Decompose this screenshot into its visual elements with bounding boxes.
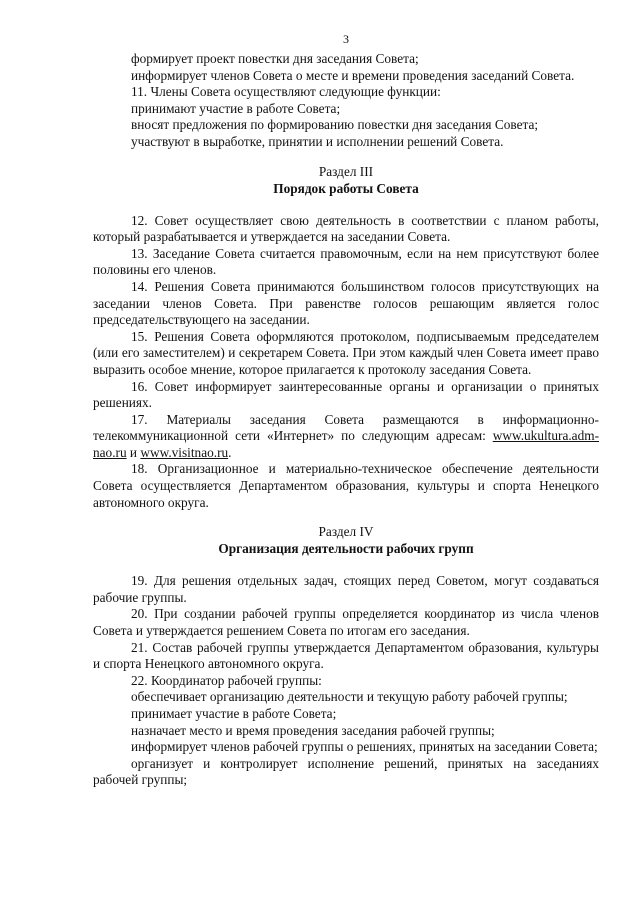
paragraph-19: 19. Для решения отдельных задач, стоящих перед Советом, могут создаваться рабочие группы. <box>93 573 599 605</box>
paragraph-20: 20. При создании рабочей группы определяется координатор из числа членов Совета и утверждается решением Совета по итогам его заседания. <box>93 606 599 639</box>
list-item: организует и контролирует исполнение решений, принятых на заседаниях рабочей группы; <box>93 755 599 788</box>
paragraph-14: 14. Решения Совета принимаются большинством голосов присутствующих на заседании членов Совета. При равенстве голосов решающим является голос председательствующего на заседании. <box>93 278 599 328</box>
paragraph-16: 16. Совет информирует заинтересованные органы и организации о принятых решениях. <box>93 378 599 411</box>
section-3-body <box>93 213 599 512</box>
list-item: информирует членов рабочей группы о решениях, принятых на заседании Совета; <box>131 739 598 755</box>
paragraph-21: 21. Состав рабочей группы утверждается Департаментом образования, культуры и спорта Ненецкого автономного округа. <box>93 639 599 672</box>
paragraph: формирует проект повестки дня заседания Совета; <box>131 51 419 66</box>
list-item: принимает участие в работе Совета; <box>131 706 337 721</box>
paragraph: вносят предложения по формированию повестки дня заседания Совета; <box>131 117 539 133</box>
section-4-body <box>93 573 599 789</box>
section-3-title: Порядок работы Совета <box>273 180 419 196</box>
paragraph: принимают участие в работе Совета; <box>131 100 341 116</box>
ukultura-link[interactable]: www.ukultura.adm-nao.ru <box>93 428 599 460</box>
page-number: 3 <box>343 32 349 46</box>
paragraph-12: 12. Совет осуществляет свою деятельность в соответствии с планом работы, который разрабатывается и утверждается на заседании Совета. <box>93 212 599 245</box>
paragraph-17 <box>93 412 599 462</box>
intro-block <box>93 51 599 151</box>
paragraph: 11. Члены Совета осуществляют следующие функции: <box>131 84 441 100</box>
section-4-label: Раздел IV <box>318 524 374 540</box>
section-4-title: Организация деятельности рабочих групп <box>218 541 474 557</box>
visitnao-link[interactable]: www.visitnao.ru <box>140 444 229 460</box>
paragraph: участвуют в выработке, принятии и исполнении решений Совета. <box>131 133 504 149</box>
list-item: назначает место и время проведения заседания рабочей группы; <box>131 722 495 738</box>
section-3-label: Раздел III <box>318 163 374 179</box>
list-item: обеспечивает организацию деятельности и текущую работу рабочей группы; <box>131 689 568 705</box>
paragraph-17-text: 17. Материалы заседания Совета размещаются в информационно-телекоммуникационной сети «Интернет» по следующим адресам: <box>93 411 599 444</box>
paragraph-13: 13. Заседание Совета считается правомочным, если на нем присутствуют более половины его членов. <box>93 245 599 278</box>
paragraph-18: 18. Организационное и материально-техническое обеспечение деятельности Совета осуществляется Департаментом образования, культуры и спорта Ненецкого автономного округа. <box>93 461 599 510</box>
paragraph-22: 22. Координатор рабочей группы: <box>131 672 322 688</box>
paragraph-15: 15. Решения Совета оформляются протоколом, подписываемым председателем (или его заместителем) и секретарем Совета. При этом каждый член Совета имеет право выразить особое мнение, которое прилагается к протоколу заседания Совета. <box>93 328 599 377</box>
paragraph-17-end: . <box>228 444 232 460</box>
link-separator: и <box>126 444 141 460</box>
paragraph: информирует членов Совета о месте и времени проведения заседаний Совета. <box>131 67 575 83</box>
